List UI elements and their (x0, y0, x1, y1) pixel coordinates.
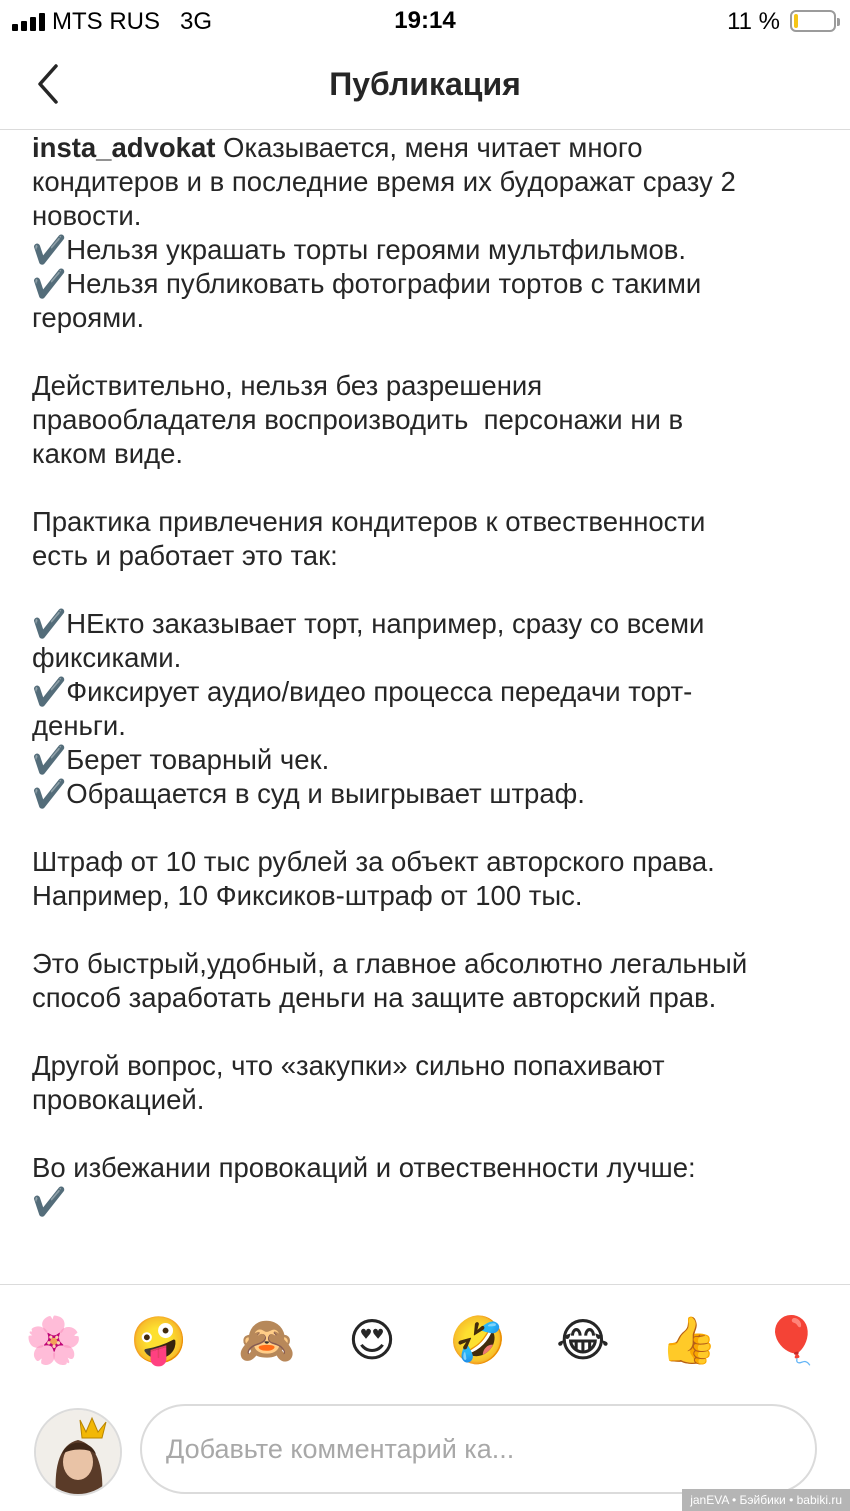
avatar-image (36, 1410, 120, 1494)
network-type: 3G (180, 8, 213, 35)
nav-bar (0, 44, 850, 130)
caption-text: Оказывается, меня читает много кондитеров и в последние время их будоражат сразу 2 новости. ✔️Нельзя украшать торты героями мультфильмов. ✔️Нельзя публиковать фотографии тортов с такими героями. Действительно, нельзя без разрешения правообладателя воспроизводить персонажи ни в каком виде. Практика привлечения кондитеров к отвественности есть и работает это так: ✔️НЕкто заказывает торт, например, сразу со всеми фиксиками. ✔️Фиксирует аудио/видео процесса передачи торт- деньги. ✔️Берет товарный чек. ✔️Обращается в суд и выигрывает штраф. Штраф от 10 тыс рублей за объект авторского права. Например, 10 Фиксиков-штраф от 100 тыс. Это быстрый,удобный, а главное абсолютно легальный способ заработать деньги на защите авторский прав. Другой вопрос, что «закупки» сильно попахивают провокацией. Во избежании провокаций и отвественности лучше: ✔️ (32, 132, 748, 1217)
post-caption (32, 131, 822, 1219)
tears-of-joy-icon[interactable]: 😂 (556, 1313, 610, 1367)
thumbs-up-icon[interactable]: 👍 (660, 1313, 718, 1367)
zany-face-icon[interactable]: 🤪 (130, 1313, 188, 1367)
carrier-name: MTS RUS (52, 8, 160, 35)
rolling-laughing-icon[interactable]: 🤣 (449, 1313, 507, 1367)
battery-level (794, 14, 798, 28)
post-caption-area[interactable] (0, 131, 850, 1284)
post-username[interactable]: insta_advokat (32, 132, 216, 163)
comment-input[interactable] (140, 1404, 817, 1494)
watermark: janEVA • Бэйбики • babiki.ru (682, 1489, 850, 1511)
divider (0, 1284, 850, 1285)
status-time: 19:14 (394, 7, 456, 34)
status-bar (0, 0, 850, 44)
battery-percent: 11 % (727, 8, 780, 35)
user-avatar-icon[interactable] (34, 1408, 122, 1496)
heart-eyes-icon[interactable]: 😍 (348, 1313, 396, 1367)
balloon-icon[interactable]: 🎈 (763, 1313, 821, 1367)
cherry-blossom-icon[interactable]: 🌸 (25, 1313, 83, 1367)
page-title: Публикация (329, 66, 521, 102)
emoji-bar (0, 1308, 850, 1378)
battery-icon (790, 10, 836, 32)
see-no-evil-monkey-icon[interactable]: 🙈 (238, 1313, 296, 1367)
